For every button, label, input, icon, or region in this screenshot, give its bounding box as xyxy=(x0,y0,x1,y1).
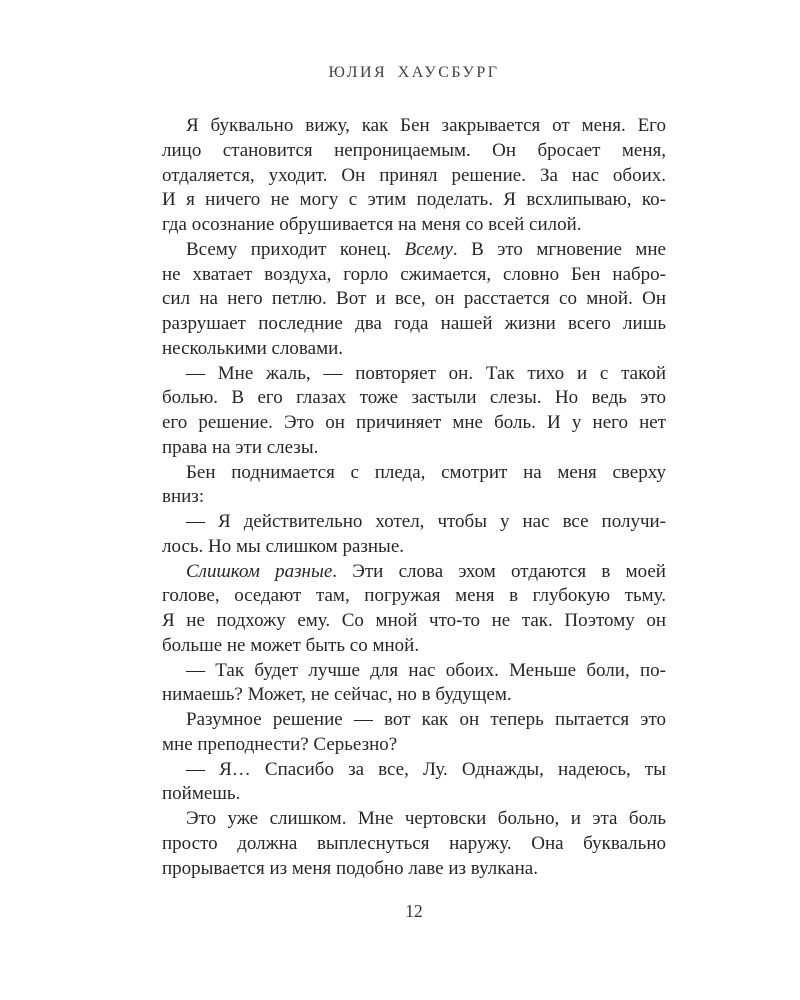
text-segment: болью. В его глазах тоже застыли слезы. Но ведь это xyxy=(162,387,666,409)
text-segment: — Мне жаль, — повторяет он. Так тихо и с такой xyxy=(186,362,666,384)
text-segment: — Я действительно хотел, чтобы у нас все получи- xyxy=(186,511,666,532)
text-line xyxy=(162,362,666,387)
running-header: ЮЛИЯ ХАУСБУРГ xyxy=(328,64,500,81)
text-segment: Я не подхожу ему. Со мной что-то не так. Поэтому он xyxy=(162,610,666,631)
text-line xyxy=(162,287,666,312)
text-segment: отдаляется, уходит. Он принял решение. За нас обоих. xyxy=(162,164,666,186)
text-line xyxy=(162,857,666,882)
page-number: 12 xyxy=(405,901,423,921)
text-segment: гда осознание обрушивается на меня со всей силой. xyxy=(162,214,582,235)
text-line xyxy=(162,386,666,411)
text-segment: не хватает воздуха, горло сжимается, словно Бен набро- xyxy=(162,263,666,285)
text-line xyxy=(162,733,666,758)
text-segment: И я ничего не могу с этим поделать. Я всхлипываю, ко- xyxy=(162,189,666,211)
text-segment: мне преподнести? Серьезно? xyxy=(162,733,398,755)
text-segment: Я буквально вижу, как Бен закрывается от меня. Его xyxy=(186,115,666,136)
text-line xyxy=(162,782,666,807)
page-body xyxy=(162,114,666,881)
text-line xyxy=(162,114,666,139)
text-line xyxy=(162,832,666,857)
paragraph xyxy=(162,362,666,461)
paragraph xyxy=(162,238,666,362)
text-line xyxy=(162,510,666,535)
text-segment: больше не может быть со мной. xyxy=(162,634,420,656)
text-line xyxy=(162,164,666,189)
text-segment: — Так будет лучше для нас обоих. Меньше боли, по- xyxy=(186,659,666,681)
text-segment: Всему приходит конец. xyxy=(186,238,405,260)
text-line xyxy=(162,683,666,708)
text-line xyxy=(162,708,666,733)
text-segment: сил на него петлю. Вот и все, он расстается со мной. Он xyxy=(162,288,666,310)
text-segment: Это уже слишком. Мне чертовски больно, и эта боль xyxy=(186,808,666,829)
text-line xyxy=(162,485,666,510)
text-line xyxy=(162,411,666,436)
text-line xyxy=(162,312,666,337)
paragraph xyxy=(162,560,666,659)
text-line xyxy=(162,560,666,585)
text-segment: Бен поднимается с пледа, смотрит на меня сверху xyxy=(186,461,666,483)
text-line xyxy=(162,337,666,362)
text-line xyxy=(162,188,666,213)
text-segment: разрушает последние два года нашей жизни всего лишь xyxy=(162,313,666,334)
italic-text-segment: Слишком разные xyxy=(186,560,333,582)
text-segment: лось. Но мы слишком разные. xyxy=(162,535,405,557)
text-line xyxy=(162,634,666,659)
text-line xyxy=(162,659,666,684)
text-segment: нимаешь? Может, не сейчас, но в будущем. xyxy=(162,684,512,706)
text-line xyxy=(162,584,666,609)
text-segment: Разумное решение — вот как он теперь пытается это xyxy=(186,709,666,730)
text-line xyxy=(162,139,666,164)
text-line xyxy=(162,213,666,238)
text-line xyxy=(162,535,666,560)
text-segment: лицо становится непроницаемым. Он бросает меня, xyxy=(162,139,666,161)
paragraph xyxy=(162,114,666,238)
text-line xyxy=(162,758,666,783)
text-segment: его решение. Это он причиняет мне боль. И у него нет xyxy=(162,412,666,433)
text-line xyxy=(162,609,666,634)
text-segment: права на эти слезы. xyxy=(162,436,319,458)
text-line xyxy=(162,436,666,461)
text-segment: . Эти слова эхом отдаются в моей xyxy=(332,560,666,582)
paragraph xyxy=(162,461,666,511)
text-line xyxy=(162,263,666,288)
paragraph xyxy=(162,807,666,881)
text-line xyxy=(162,238,666,263)
text-line xyxy=(162,807,666,832)
text-segment: вниз: xyxy=(162,486,205,508)
italic-text-segment: Всему xyxy=(404,238,453,260)
text-segment: голове, оседают там, погружая меня в глубокую тьму. xyxy=(162,585,666,607)
paragraph xyxy=(162,659,666,709)
text-segment: — Я… Спасибо за все, Лу. Однажды, надеюсь, ты xyxy=(186,758,666,780)
paragraph xyxy=(162,510,666,560)
text-segment: просто должна выплеснуться наружу. Она буквально xyxy=(162,832,666,854)
text-line xyxy=(162,461,666,486)
text-segment: прорывается из меня подобно лаве из вулкана. xyxy=(162,857,538,879)
text-segment: поймешь. xyxy=(162,783,241,805)
paragraph xyxy=(162,708,666,758)
text-segment: несколькими словами. xyxy=(162,337,344,359)
text-segment: . В это мгновение мне xyxy=(452,238,666,260)
paragraph xyxy=(162,758,666,808)
